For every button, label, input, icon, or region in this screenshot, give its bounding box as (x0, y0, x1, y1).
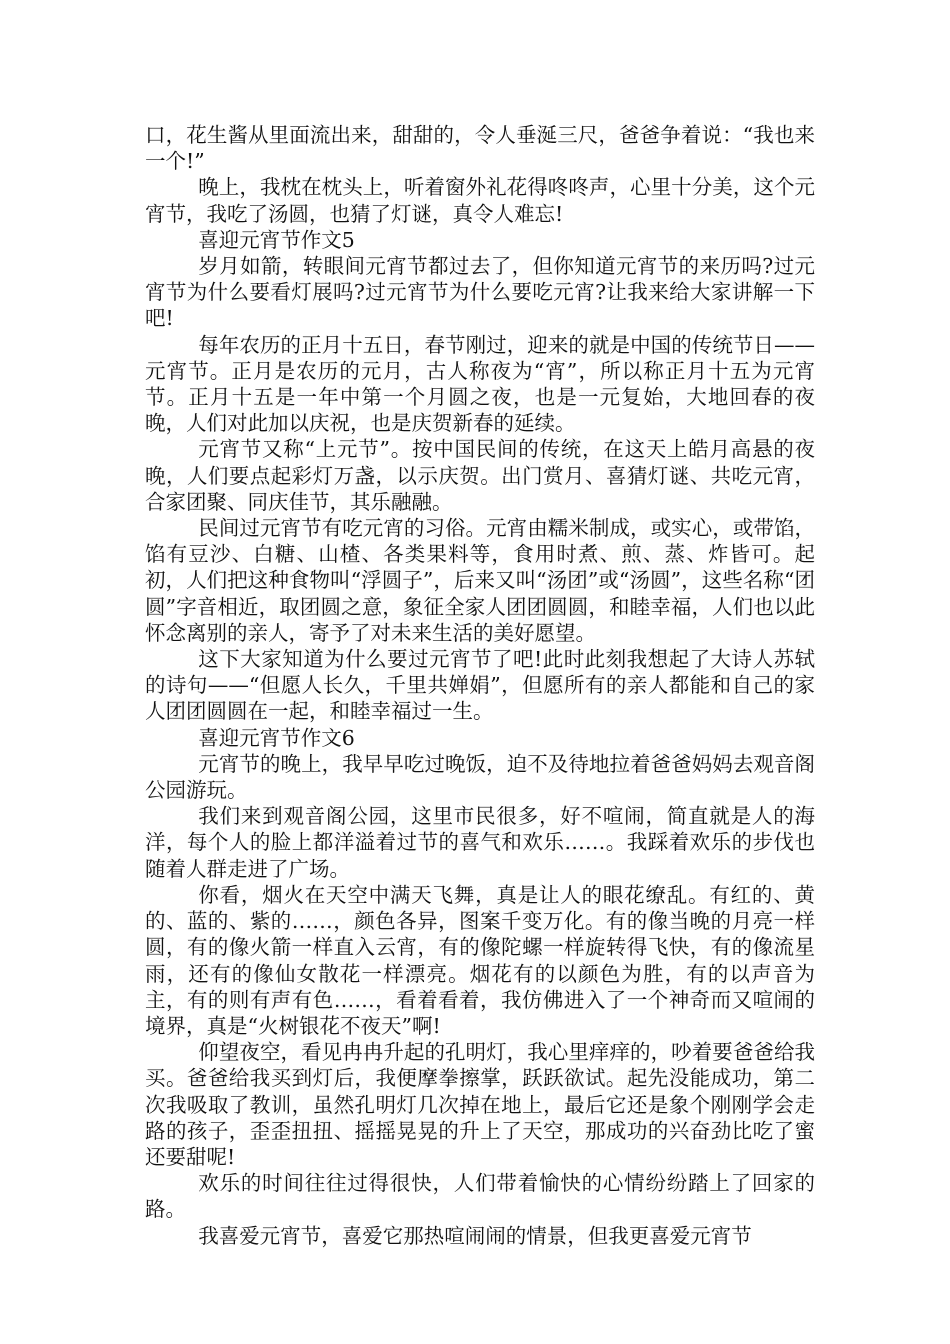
paragraph: 元宵节的晚上，我早早吃过晚饭，迫不及待地拉着爸爸妈妈去观音阁公园游玩。 (145, 751, 815, 803)
paragraph-truncated: 我喜爱元宵节，喜爱它那热喧闹闹的情景，但我更喜爱元宵节 (198, 1223, 752, 1248)
paragraph: 我们来到观音阁公园，这里市民很多，好不喧闹，简直就是人的海洋，每个人的脸上都洋溢着过节的喜气和欢乐……。我踩着欢乐的步伐也随着人群走进了广场。 (145, 804, 815, 881)
paragraph: 民间过元宵节有吃元宵的习俗。元宵由糯米制成，或实心，或带馅，馅有豆沙、白糖、山楂、各类果料等，食用时煮、煎、蒸、炸皆可。起初，人们把这种食物叫“浮圆子”，后来又叫“汤团”或“汤圆”，这些名称“团圆”字音相近，取团圆之意，象征全家人团团圆圆，和睦幸福，人们也以此怀念离别的亲人，寄予了对未来生活的美好愿望。 (145, 516, 815, 645)
section-heading: 喜迎元宵节作文6 (198, 725, 355, 750)
paragraph: 仰望夜空，看见冉冉升起的孔明灯，我心里痒痒的，吵着要爸爸给我买。爸爸给我买到灯后，我便摩拳擦掌，跃跃欲试。起先没能成功，第二次我吸取了教训，虽然孔明灯几次掉在地上，最后它还是象个刚刚学会走路的孩子，歪歪扭扭、摇摇晃晃的升上了天空，那成功的兴奋劲比吃了蜜还要甜呢! (145, 1040, 815, 1169)
paragraph: 你看，烟火在天空中满天飞舞，真是让人的眼花缭乱。有红的、黄的、蓝的、紫的……，颜色各异，图案千变万化。有的像当晚的月亮一样圆，有的像火箭一样直入云宵，有的像陀螺一样旋转得飞快，有的像流星雨，还有的像仙女散花一样漂亮。烟花有的以颜色为胜，有的以声音为主，有的则有声有色……，看着看着，我仿佛进入了一个神奇而又喧闹的境界，真是“火树银花不夜天”啊! (145, 882, 815, 1038)
document-body (145, 122, 815, 1249)
paragraph: 每年农历的正月十五日，春节刚过，迎来的就是中国的传统节日——元宵节。正月是农历的元月，古人称夜为“宵”，所以称正月十五为元宵节。正月十五是一年中第一个月圆之夜，也是一元复始，大地回春的夜晚，人们对此加以庆祝，也是庆贺新春的延续。 (145, 332, 815, 436)
paragraph: 这下大家知道为什么要过元宵节了吧!此时此刻我想起了大诗人苏轼的诗句——“但愿人长久，千里共婵娟”，但愿所有的亲人都能和自己的家人团团圆圆在一起，和睦幸福过一生。 (145, 647, 815, 724)
section-heading: 喜迎元宵节作文5 (198, 227, 355, 252)
paragraph: 岁月如箭，转眼间元宵节都过去了，但你知道元宵节的来历吗?过元宵节为什么要看灯展吗?过元宵节为什么要吃元宵?让我来给大家讲解一下吧! (145, 254, 815, 331)
paragraph: 欢乐的时间往往过得很快，人们带着愉快的心情纷纷踏上了回家的路。 (145, 1171, 815, 1222)
paragraph: 元宵节又称“上元节”。按中国民间的传统，在这天上皓月高悬的夜晚，人们要点起彩灯万盏，以示庆贺。出门赏月、喜猜灯谜、共吃元宵，合家团聚、同庆佳节，其乐融融。 (145, 437, 815, 514)
paragraph: 晚上，我枕在枕头上，听着窗外礼花得咚咚声，心里十分美，这个元宵节，我吃了汤圆，也猜了灯谜，真令人难忘! (145, 175, 815, 226)
paragraph-continued: 口，花生酱从里面流出来，甜甜的，令人垂涎三尺，爸爸争着说：“我也来一个!” (145, 123, 815, 174)
